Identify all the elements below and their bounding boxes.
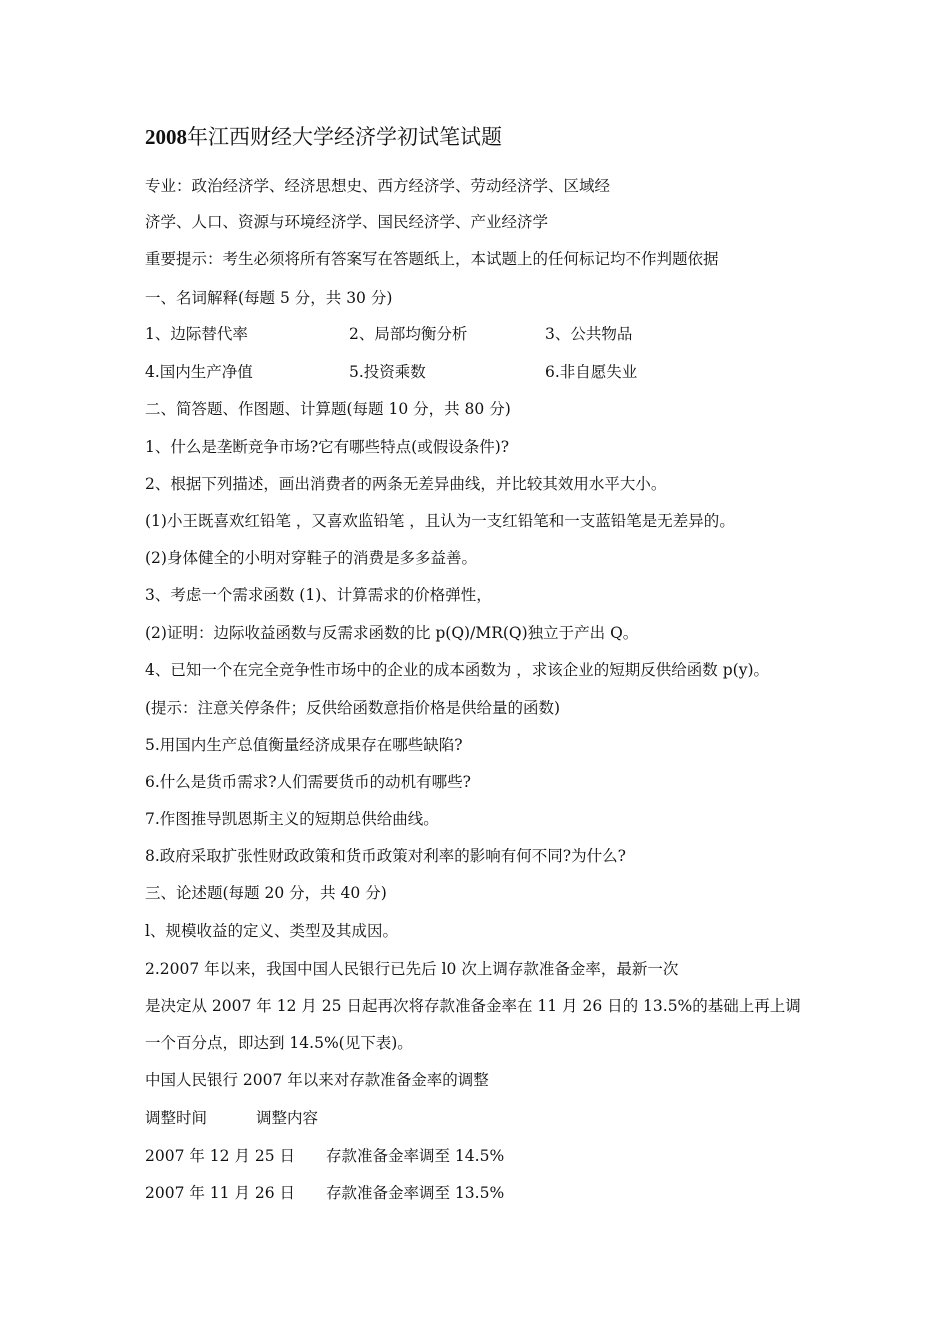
s2-line-1: 1、什么是垄断竞争市场?它有哪些特点(或假设条件)? [145, 438, 510, 456]
section2-heading: 二、简答题、作图题、计算题(每题 10 分，共 80 分) [145, 400, 511, 418]
section3-heading: 三、论述题(每题 20 分，共 40 分) [145, 884, 387, 902]
s2-line-12: 8.政府采取扩张性财政政策和货币政策对利率的影响有何不同?为什么? [145, 847, 626, 865]
page-title [145, 122, 502, 152]
term-3: 3、公共物品 [545, 325, 633, 343]
s3-line-4: 一个百分点，即达到 14.5%(见下表)。 [145, 1034, 413, 1052]
s2-line-7: 4、已知一个在完全竞争性市场中的企业的成本函数为 ，求该企业的短期反供给函数 p(y)。 [145, 661, 769, 679]
s2-line-10: 6.什么是货币需求?人们需要货币的动机有哪些? [145, 773, 471, 791]
table-row-2-time: 2007 年 11 月 26 日 [145, 1184, 296, 1202]
term-6: 6.非自愿失业 [545, 363, 638, 381]
s2-line-4: (2)身体健全的小明对穿鞋子的消费是多多益善。 [145, 549, 477, 567]
table-header-content: 调整内容 [256, 1109, 319, 1127]
major-line-1: 专业：政治经济学、经济思想史、西方经济学、劳动经济学、区域经 [145, 177, 611, 195]
s3-line-2: 2.2007 年以来，我国中国人民银行已先后 l0 次上调存款准备金率，最新一次 [145, 960, 679, 978]
table-row-2-content: 存款准备金率调至 13.5% [326, 1184, 505, 1202]
s3-line-1: l、规模收益的定义、类型及其成因。 [145, 922, 398, 940]
s2-line-5: 3、考虑一个需求函数 (1)、计算需求的价格弹性， [145, 586, 492, 604]
s2-line-8: (提示：注意关停条件；反供给函数意指价格是供给量的函数) [145, 699, 561, 717]
s2-line-6: (2)证明：边际收益函数与反需求函数的比 p(Q)/MR(Q)独立于产出 Q。 [145, 624, 639, 642]
table-caption: 中国人民银行 2007 年以来对存款准备金率的调整 [145, 1071, 489, 1089]
table-header-time: 调整时间 [145, 1109, 208, 1127]
s2-line-11: 7.作图推导凯恩斯主义的短期总供给曲线。 [145, 810, 439, 828]
s2-line-2: 2、根据下列描述，画出消费者的两条无差异曲线，并比较其效用水平大小。 [145, 475, 667, 493]
s2-line-9: 5.用国内生产总值衡量经济成果存在哪些缺陷? [145, 736, 463, 754]
term-2: 2、局部均衡分析 [349, 325, 468, 343]
section1-heading: 一、名词解释(每题 5 分，共 30 分) [145, 289, 393, 307]
term-5: 5.投资乘数 [349, 363, 426, 381]
table-row-1-time: 2007 年 12 月 25 日 [145, 1147, 296, 1165]
s3-line-3: 是决定从 2007 年 12 月 25 日起再次将存款准备金率在 11 月 26 日的 13.5%的基础上再上调 [145, 997, 801, 1015]
major-line-2: 济学、人口、资源与环境经济学、国民经济学、产业经济学 [145, 213, 549, 231]
term-4: 4.国内生产净值 [145, 363, 253, 381]
title-text: 年江西财经大学经济学初试笔试题 [187, 125, 502, 149]
table-row-1-content: 存款准备金率调至 14.5% [326, 1147, 505, 1165]
title-year: 2008 [145, 125, 187, 149]
important-notice: 重要提示：考生必须将所有答案写在答题纸上，本试题上的任何标记均不作判题依据 [145, 250, 719, 268]
term-1: 1、边际替代率 [145, 325, 248, 343]
s2-line-3: (1)小王既喜欢红铅笔 ，又喜欢监铅笔 ，且认为一支红铅笔和一支蓝铅笔是无差异的。 [145, 512, 735, 530]
